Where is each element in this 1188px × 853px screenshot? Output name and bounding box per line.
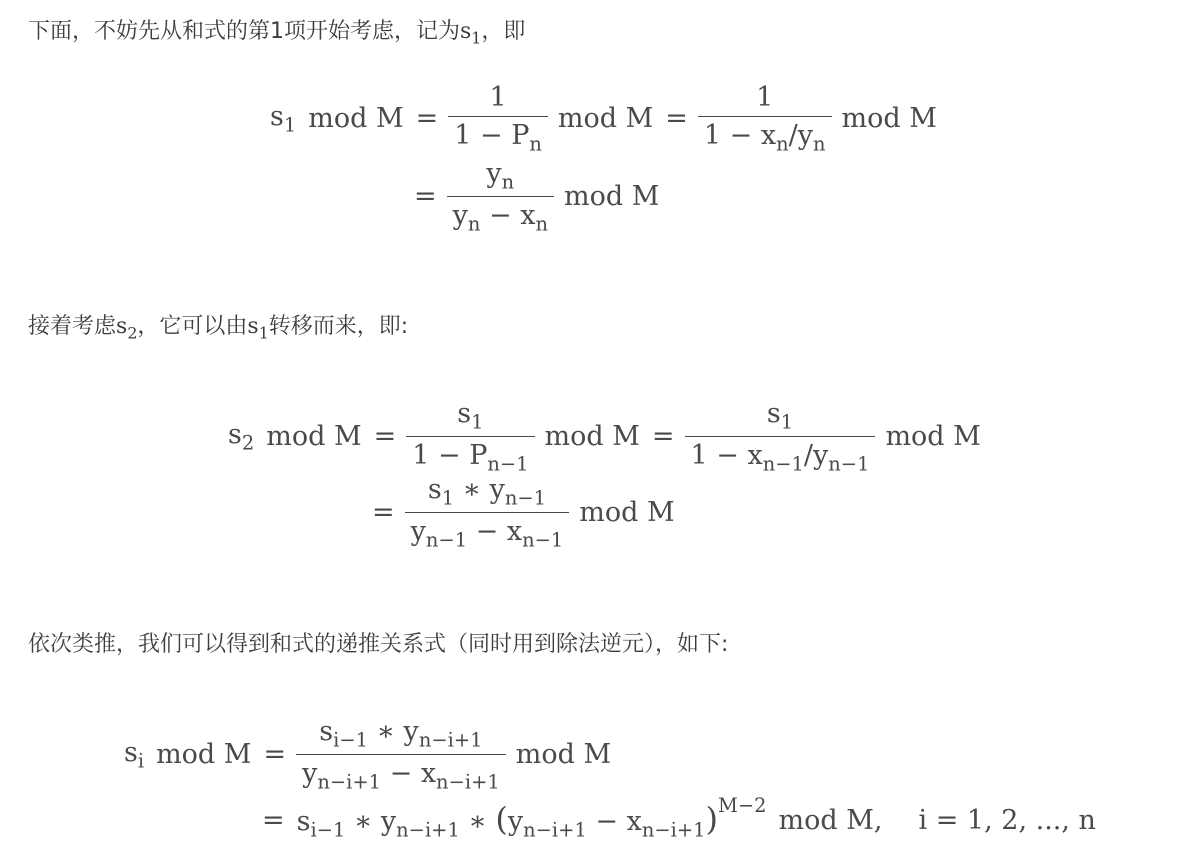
eq2-lhs: $s_2$ <box>228 419 255 455</box>
eq1-f3-den: $y_n - x_n$ <box>447 196 554 235</box>
eq1-f1-num: 1 <box>489 82 507 113</box>
s1-symbol-2: $s_1$ <box>247 314 269 343</box>
eq2-f1-den: $1 - P_{n-1}$ <box>406 436 534 475</box>
eq2-mod-2: mod M <box>544 421 640 453</box>
eq2-equals-3: = <box>372 497 395 529</box>
eq1-mod-4: mod M <box>563 181 660 213</box>
equation-si-line1 <box>124 716 611 794</box>
eq1-f1-den: $1 - P_n$ <box>448 116 548 155</box>
eq1-f3-num: $y_n$ <box>486 158 515 194</box>
eq3-mod-3: mod M, <box>778 805 883 837</box>
eq2-mod-4: mod M <box>579 497 675 529</box>
eq1-equals: = <box>415 103 439 135</box>
intro3-text: 依次类推，我们可以得到和式的递推关系式（同时用到除法逆元），如下: <box>28 632 729 657</box>
s1-symbol: $s_1$ <box>460 19 482 48</box>
eq2-f2-num: $s_1$ <box>766 398 794 434</box>
eq1-equals-3: = <box>414 181 437 213</box>
eq3-f-den: $y_{n-i+1} - x_{n-i+1}$ <box>296 754 506 793</box>
eq3-equals-2: = <box>262 805 285 837</box>
eq3-equals: = <box>263 739 287 771</box>
eq2-equals: = <box>373 421 397 453</box>
eq1-mod: mod M <box>308 103 404 135</box>
eq1-mod-3: mod M <box>841 103 937 135</box>
eq3-line2-expr: $s_{i-1}$ ∗ $y_{n-i+1}$ ∗ $(y_{n-i+1} - x_{n-i+1})^{M-2}$ <box>296 794 767 842</box>
eq2-equals-2: = <box>651 421 675 453</box>
eq1-f2-den: $1 - x_n/y_n$ <box>698 116 832 155</box>
intro2-b: ，它可以由 <box>137 314 248 339</box>
eq3-lhs: $s_i$ <box>124 737 145 773</box>
eq1-f2-num: 1 <box>756 82 774 113</box>
intro1-text: 下面，不妨先从和式的第1项开始考虑，记为 <box>28 19 460 44</box>
eq2-f3-num: $s_1$ ∗ $y_{n-1}$ <box>427 474 547 510</box>
eq2-mod-3: mod M <box>885 421 981 453</box>
intro2-a: 接着考虑 <box>28 314 117 339</box>
intro2-c: 转移而来，即: <box>268 314 409 339</box>
intro1-end: ，即 <box>481 19 526 44</box>
eq1-lhs: $s_1$ <box>270 101 297 137</box>
eq2-mod: mod M <box>266 421 362 453</box>
s2-symbol: $s_2$ <box>116 314 138 343</box>
eq1-mod-2: mod M <box>557 103 654 135</box>
equation-si-line2 <box>262 794 1096 842</box>
eq3-mod: mod M <box>156 739 252 771</box>
eq3-fraction <box>296 716 506 794</box>
eq3-f-num: $s_{i-1}$ ∗ $y_{n-i+1}$ <box>319 716 483 752</box>
eq3-mod-2: mod M <box>515 739 612 771</box>
eq2-f2-den: $1 - x_{n-1}/y_{n-1}$ <box>685 436 876 475</box>
eq3-index-range: i = 1, 2, ..., n <box>918 805 1096 837</box>
eq2-f1-num: $s_1$ <box>457 398 484 434</box>
eq1-equals-2: = <box>665 103 688 135</box>
eq2-f3-den: $y_{n-1} - x_{n-1}$ <box>405 512 570 551</box>
